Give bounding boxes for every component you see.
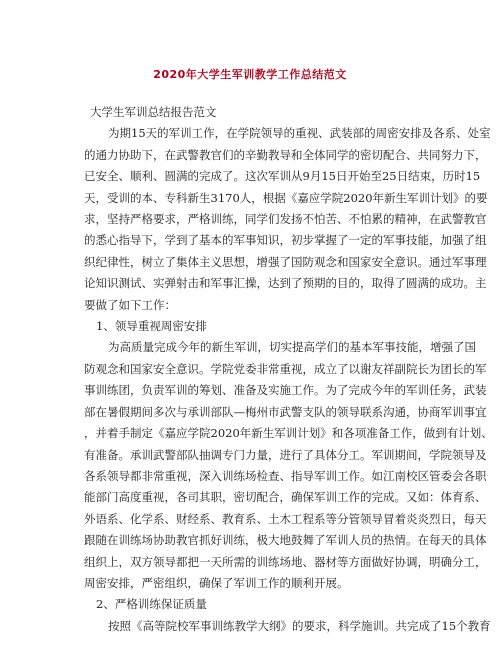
document-body xyxy=(84,102,493,637)
paragraph-line: 的通力协助下，在武警教官们的辛勤教导和全体同学的密切配合、共同努力下， xyxy=(84,147,487,162)
paragraph-line: 按照《高等院校军事训练教学大纲》的要求，科学施训。共完成了15个教育 xyxy=(108,618,491,633)
paragraph-line: 求，坚持严格要求，严格训练，同学们发扬不怕苦、不怕累的精神，在武警教官 xyxy=(84,212,487,227)
paragraph-line: 天，受训的本、专科新生3170人，根据《嘉应学院2020年新生军训计划》的要 xyxy=(84,190,488,205)
paragraph-line: 外语系、化学系、财经系、教育系、土木工程系等分管领导冒着炎炎烈日，每天 xyxy=(84,511,487,526)
paragraph-line: 能部门高度重视，各司其职，密切配合，确保军训工作的完成。又如：体育系、 xyxy=(84,490,487,505)
paragraph-line: 论知识测试、实弹射击和军事汇操，达到了预期的目的，取得了圆满的成功。主 xyxy=(84,276,487,291)
paragraph-line: 跟随在训练场协助教官抓好训练，极大地鼓舞了军训人员的热情。在每天的具体 xyxy=(84,533,487,548)
paragraph-line: 的悉心指导下，学到了基本的军事知识，初步掌握了一定的军事技能，加强了组 xyxy=(84,233,487,248)
paragraph-line: ，并着手制定《嘉应学院2020年新生军训计划》和各项准备工作，做到有计划、 xyxy=(84,426,493,441)
paragraph-line: 为高质量完成今年的新生军训，切实提高学们的基本军事技能，增强了国 xyxy=(108,340,476,355)
page-title: 2020年大学生军训教学工作总结范文 xyxy=(153,68,347,81)
paragraph-line: 事训练团，负责军训的筹划、准备及实施工作。为了完成今年的军训任务，武装 xyxy=(84,383,487,398)
paragraph-line: 周密安排，严密组织，确保了军训工作的顺利开展。 xyxy=(84,575,349,590)
paragraph-line: 为期15天的军训工作，在学院领导的重视、武装部的周密安排及各系、处室 xyxy=(108,126,491,141)
paragraph-line: 部在暑假期间多次与承训部队—梅州市武警支队的领导联系沟通，协商军训事宜 xyxy=(84,404,487,419)
section-heading: 2、严格训练保证质量 xyxy=(96,597,207,612)
paragraph-line: 有准备。承训武警部队抽调专门力量，进行了具体分工。军训期间，学院领导及 xyxy=(84,447,487,462)
paragraph-line: 织纪律性，树立了集体主义思想，增强了国防观念和国家安全意识。通过军事理 xyxy=(84,254,487,269)
paragraph-line: 各系领导都非常重视，深入训练场检查、指导军训工作。如江南校区管委会各职 xyxy=(84,468,487,483)
paragraph-line: 要做了如下工作： xyxy=(84,297,176,312)
paragraph-line: 防观念和国家安全意识。学院党委非常重视，成立了以谢友祥副院长为团长的军 xyxy=(84,361,487,376)
paragraph-line: 组织上，双方领导都把一天所需的训练场地、器材等方面做好协调，明确分工， xyxy=(84,554,487,569)
paragraph-line: 已安全、顺利、圆满的完成了。这次军训从9月15日开始至25日结束，历时15 xyxy=(84,169,481,184)
document-subtitle: 大学生军训总结报告范文 xyxy=(90,105,217,119)
section-heading: 1、领导重视周密安排 xyxy=(96,319,207,334)
